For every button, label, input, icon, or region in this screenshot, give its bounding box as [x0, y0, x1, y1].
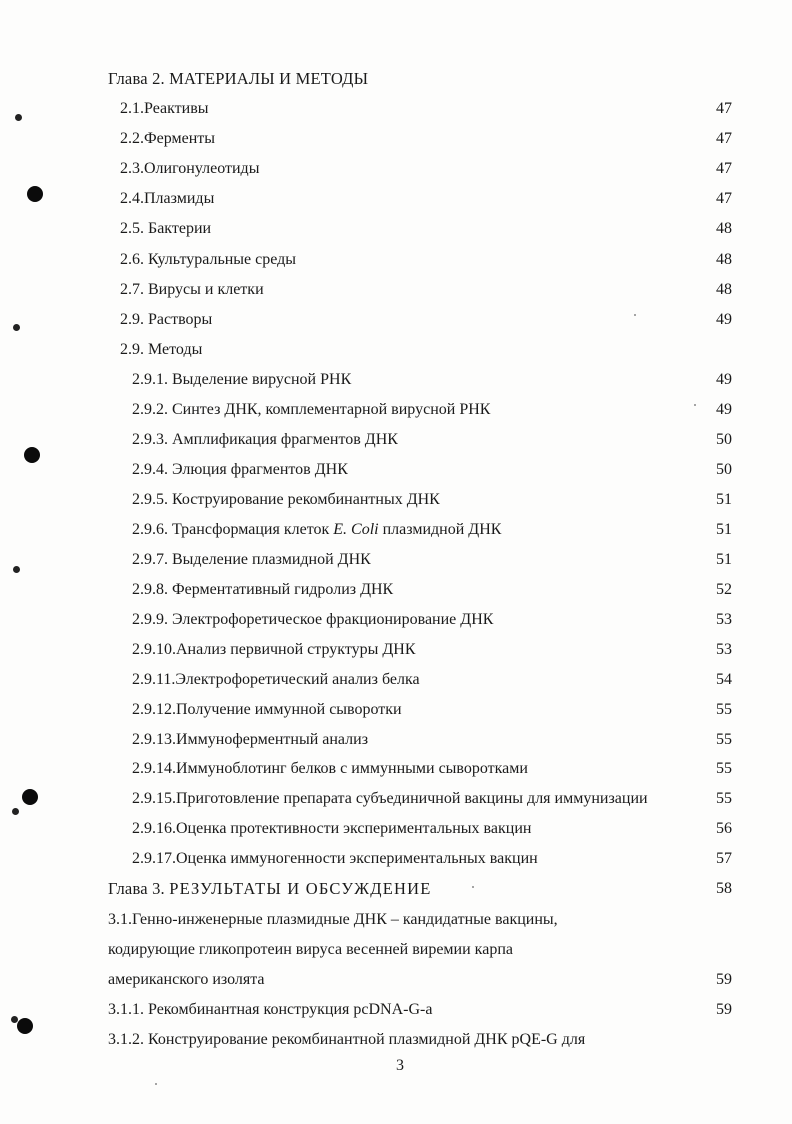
toc-entry-label: 2.9.16.Оценка протективности экспериментальных вакцин — [132, 820, 532, 837]
toc-entry-label-part: 2.9.6. Трансформация клеток — [132, 521, 334, 538]
scan-dot — [155, 1083, 157, 1085]
chapter-3-page: 58 — [716, 880, 732, 897]
section-3-1-1-page: 59 — [716, 1001, 732, 1018]
toc-entry-page: 49 — [716, 401, 732, 418]
toc-entry-page: 53 — [716, 641, 732, 658]
toc-entry-label: 2.6. Культуральные среды — [120, 251, 297, 268]
section-3-1-line-2: кодирующие гликопротеин вируса весенней виремии карпа — [108, 941, 513, 958]
toc-entry-label: 2.4.Плазмиды — [120, 190, 215, 207]
toc-entry-label: 2.9.14.Иммуноблотинг белков с иммунными сыворотками — [132, 760, 528, 777]
toc-entry-label: 2.9.3. Амплификация фрагментов ДНК — [132, 431, 398, 448]
toc-entry-page: 49 — [716, 311, 732, 328]
toc-entry-label: 2.9.4. Элюция фрагментов ДНК — [132, 461, 348, 478]
margin-speck — [12, 808, 19, 815]
margin-speck — [13, 324, 20, 331]
toc-entry-page: 47 — [716, 160, 732, 177]
margin-speck — [13, 566, 20, 573]
toc-entry-label: 2.7. Вирусы и клетки — [120, 281, 264, 298]
punch-hole — [24, 447, 40, 463]
toc-entry-label: 2.9.13.Иммуноферментный анализ — [132, 731, 369, 748]
section-3-1-line-3: американского изолята — [108, 971, 265, 988]
toc-entry-page: 47 — [716, 190, 732, 207]
toc-entry-page: 57 — [716, 850, 732, 867]
punch-hole — [27, 186, 43, 202]
toc-entry-page: 48 — [716, 251, 732, 268]
toc-entry-label: 2.9.11.Электрофоретический анализ белка — [132, 671, 420, 688]
toc-entry-label: 2.9. Растворы — [120, 311, 213, 328]
punch-hole — [17, 1018, 33, 1034]
toc-entry-label: 2.9.9. Электрофоретическое фракционирование ДНК — [132, 611, 494, 628]
scan-dot — [472, 886, 474, 888]
toc-entry-label: 2.9.8. Ферментативный гидролиз ДНК — [132, 581, 394, 598]
toc-entry-page: 52 — [716, 581, 732, 598]
toc-entry-page: 55 — [716, 790, 732, 807]
toc-entry-label: 2.9.15.Приготовление препарата субъединичной вакцины для иммунизации — [132, 790, 648, 807]
chapter-3-title: РЕЗУЛЬТАТЫ И ОБСУЖДЕНИЕ — [169, 879, 432, 898]
toc-entry-page: 48 — [716, 281, 732, 298]
toc-entry-label: 2.9.1. Выделение вирусной РНК — [132, 371, 352, 388]
toc-entry-page: 48 — [716, 220, 732, 237]
toc-entry-label: 2.5. Бактерии — [120, 220, 212, 237]
toc-entry-label — [132, 520, 501, 540]
toc-entry-page: 54 — [716, 671, 732, 688]
toc-entry-label: 2.3.Олигонулеотиды — [120, 160, 260, 177]
toc-entry-page: 53 — [716, 611, 732, 628]
scan-dot — [634, 314, 636, 316]
section-3-1-2-label: 3.1.2. Конструирование рекомбинантной плазмидной ДНК pQE-G для — [108, 1031, 586, 1048]
toc-entry-label: 2.9.2. Синтез ДНК, комплементарной вирусной РНК — [132, 401, 491, 418]
chapter-3-prefix: Глава 3. — [108, 879, 170, 898]
toc-entry-page: 50 — [716, 461, 732, 478]
section-3-1-page: 59 — [716, 971, 732, 988]
toc-entry-label: 2.9.17.Оценка иммуногенности экспериментальных вакцин — [132, 850, 538, 867]
toc-entry-page: 51 — [716, 491, 732, 508]
margin-speck — [15, 114, 22, 121]
toc-entry-label: 2.9.7. Выделение плазмидной ДНК — [132, 551, 371, 568]
toc-entry-page: 55 — [716, 760, 732, 777]
toc-entry-label: 2.1.Реактивы — [120, 100, 209, 117]
toc-entry-label: 2.2.Ферменты — [120, 130, 216, 147]
toc-entry-page: 50 — [716, 431, 732, 448]
toc-entry-label: 2.9. Методы — [120, 341, 203, 358]
section-3-1-line-1: 3.1.Генно-инженерные плазмидные ДНК – кандидатные вакцины, — [108, 911, 558, 928]
toc-entry-page: 51 — [716, 521, 732, 538]
margin-speck — [11, 1016, 18, 1023]
toc-entry-page: 56 — [716, 820, 732, 837]
toc-entry-page: 47 — [716, 100, 732, 117]
toc-entry-label: 2.9.5. Коструирование рекомбинантных ДНК — [132, 491, 440, 508]
toc-entry-label: 2.9.12.Получение иммунной сыворотки — [132, 701, 402, 718]
toc-entry-page: 55 — [716, 731, 732, 748]
organism-name: E. Coli — [333, 521, 379, 538]
page-number: 3 — [396, 1057, 404, 1074]
toc-entry-page: 51 — [716, 551, 732, 568]
toc-entry-label: 2.9.10.Анализ первичной структуры ДНК — [132, 641, 416, 658]
chapter-3-heading — [108, 879, 431, 899]
punch-hole — [22, 789, 38, 805]
chapter-2-heading: Глава 2. МАТЕРИАЛЫ И МЕТОДЫ — [108, 69, 369, 88]
toc-entry-page: 47 — [716, 130, 732, 147]
section-3-1-1-label: 3.1.1. Рекомбинантная конструкция pcDNA-G-a — [108, 1001, 433, 1018]
toc-entry-page: 49 — [716, 371, 732, 388]
toc-entry-page: 55 — [716, 701, 732, 718]
toc-entry-label-part: плазмидной ДНК — [378, 521, 502, 538]
